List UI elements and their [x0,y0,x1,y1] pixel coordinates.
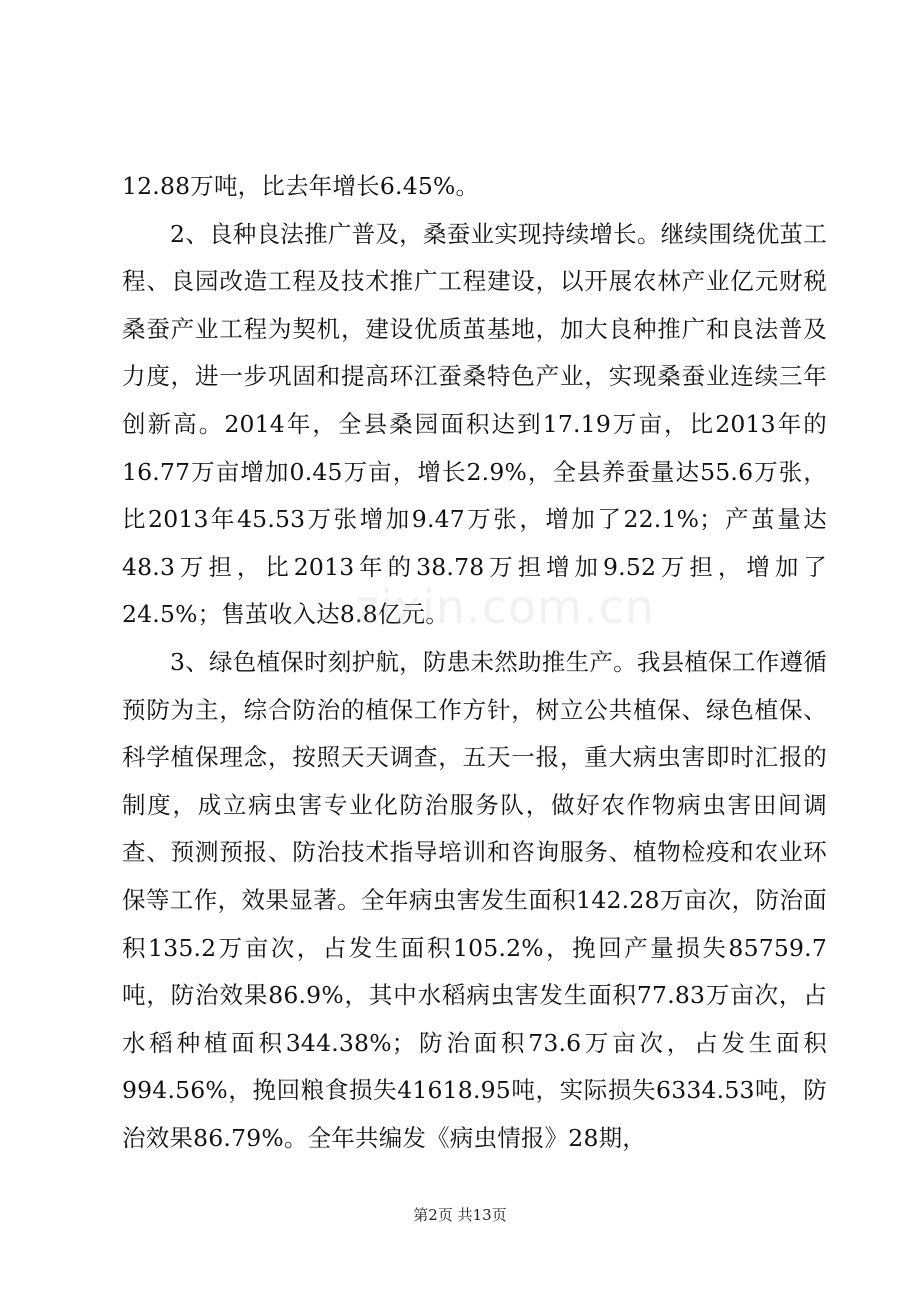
paragraph-sericulture: 2、良种良法推广普及，桑蚕业实现持续增长。继续围绕优茧工程、良园改造工程及技术推广工程建设，以开展农林产业亿元财税桑蚕产业工程为契机，建设优质茧基地，加大良种推广和良法普及力度，进一步巩固和提高环江蚕桑特色产业，实现桑蚕业连续三年创新高。2014年，全县桑园面积达到17.19万亩，比2013年的16.77万亩增加0.45万亩，增长2.9%，全县养蚕量达55.6万张，比2013年45.53万张增加9.47万张，增加了22.1%；产茧量达48.3万担，比2013年的38.78万担增加9.52万担，增加了24.5%；售茧收入达8.8亿元。 [122,219,827,629]
page-number-footer: 第2页 共13页 [413,1206,507,1224]
paragraph-continuation: 12.88万吨，比去年增长6.45%。 [122,172,480,200]
paragraph-plant-protection: 3、绿色植保时刻护航，防患未然助推生产。我县植保工作遵循预防为主，综合防治的植保工作方针，树立公共植保、绿色植保、科学植保理念，按照天天调查，五天一报，重大病虫害即时汇报的制度，成立病虫害专业化防治服务队，做好农作物病虫害田间调查、预测预报、防治技术指导培训和咨询服务、植物检疫和农业环保等工作，效果显著。全年病虫害发生面积142.28万亩次，防治面积135.2万亩次，占发生面积105.2%，挽回产量损失85759.7吨，防治效果86.9%，其中水稻病虫害发生面积77.83万亩次，占水稻种植面积344.38%；防治面积73.6万亩次，占发生面积994.56%，挽回粮食损失41618.95吨，实际损失6334.53吨，防治效果86.79%。全年共编发《病虫情报》28期， [122,647,827,1152]
watermark-text: zixin.com.cn [355,580,656,634]
document-body [122,163,827,1162]
